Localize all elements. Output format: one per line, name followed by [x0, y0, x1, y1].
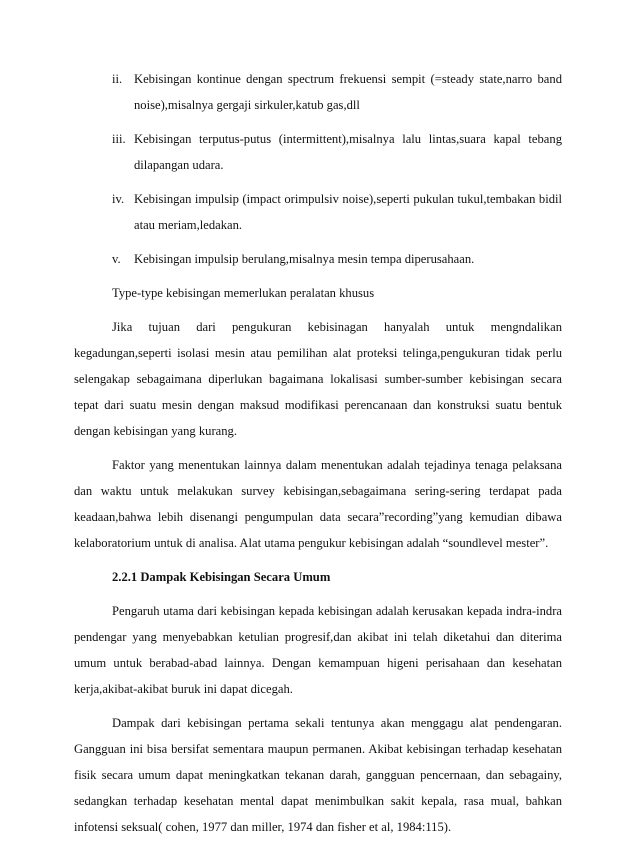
paragraph-measurement: Jika tujuan dari pengukuran kebisinagan hanyalah untuk mengndalikan kegadungan,seperti isolasi mesin atau pemilihan alat proteksi telinga,pengukuran tidak perlu selengakap sebagaimana diperlukan bagaimana lokalisasi sumber-sumber kebisingan secara tepat dari suatu mesin dengan maksud modifikasi perencanaan dan konstruksi suatu bentuk dengan kebisingan yang kurang. [74, 320, 562, 438]
section-heading: 2.2.1 Dampak Kebisingan Secara Umum [112, 570, 331, 584]
list-number: iii. [112, 132, 126, 146]
list-item [74, 186, 562, 238]
list-number: ii. [112, 72, 123, 86]
paragraph-main-effect: Pengaruh utama dari kebisingan kepada kebisingan adalah kerusakan kepada indra-indra pendengar yang menyebabkan ketulian progresif,dan akibat ini telah diketahui dan diterima umum untuk berabad-abad lainnya. Dengan kemampuan higeni perisahaan dan kesehatan kerja,akibat-akibat buruk ini dapat dicegah. [74, 604, 562, 696]
list-number: iv. [112, 192, 125, 206]
list-item [74, 66, 562, 118]
paragraph-factors: Faktor yang menentukan lainnya dalam menentukan adalah tejadinya tenaga pelaksana dan waktu untuk melakukan survey kebisingan,sebagaimana sering-sering terdapat pada keadaan,bahwa lebih disenangi pengumpulan data secara”recording”yang kemudian dibawa kelaboratorium untuk di analisa. Alat utama pengukur kebisingan adalah “soundlevel mester”. [74, 458, 562, 550]
list-text: Kebisingan terputus-putus (intermittent),misalnya lalu lintas,suara kapal tebang dilapangan udara. [134, 132, 562, 172]
list-number: v. [112, 252, 121, 266]
list-text: Kebisingan impulsip berulang,misalnya mesin tempa diperusahaan. [134, 252, 475, 266]
document-page [74, 66, 562, 848]
list-item [74, 126, 562, 178]
type-line: Type-type kebisingan memerlukan peralatan khusus [112, 286, 375, 300]
paragraph-impact: Dampak dari kebisingan pertama sekali tentunya akan menggagu alat pendengaran. Gangguan ini bisa bersifat sementara maupun permanen. Akibat kebisingan terhadap kesehatan fisik secara umum dapat meningkatkan tekanan darah, gangguan pencernaan, dan sebagainy, sedangkan terhadap kesehatan mental dapat menimbulkan sakit kepala, rasa mual, bahkan infotensi seksual( cohen, 1977 dan miller, 1974 dan fisher et al, 1984:115). [74, 716, 562, 834]
list-item [74, 246, 562, 272]
list-text: Kebisingan kontinue dengan spectrum frekuensi sempit (=steady state,narro band noise),misalnya gergaji sirkuler,katub gas,dll [134, 72, 562, 112]
list-text: Kebisingan impulsip (impact orimpulsiv noise),seperti pukulan tukul,tembakan bidil atau meriam,ledakan. [134, 192, 562, 232]
